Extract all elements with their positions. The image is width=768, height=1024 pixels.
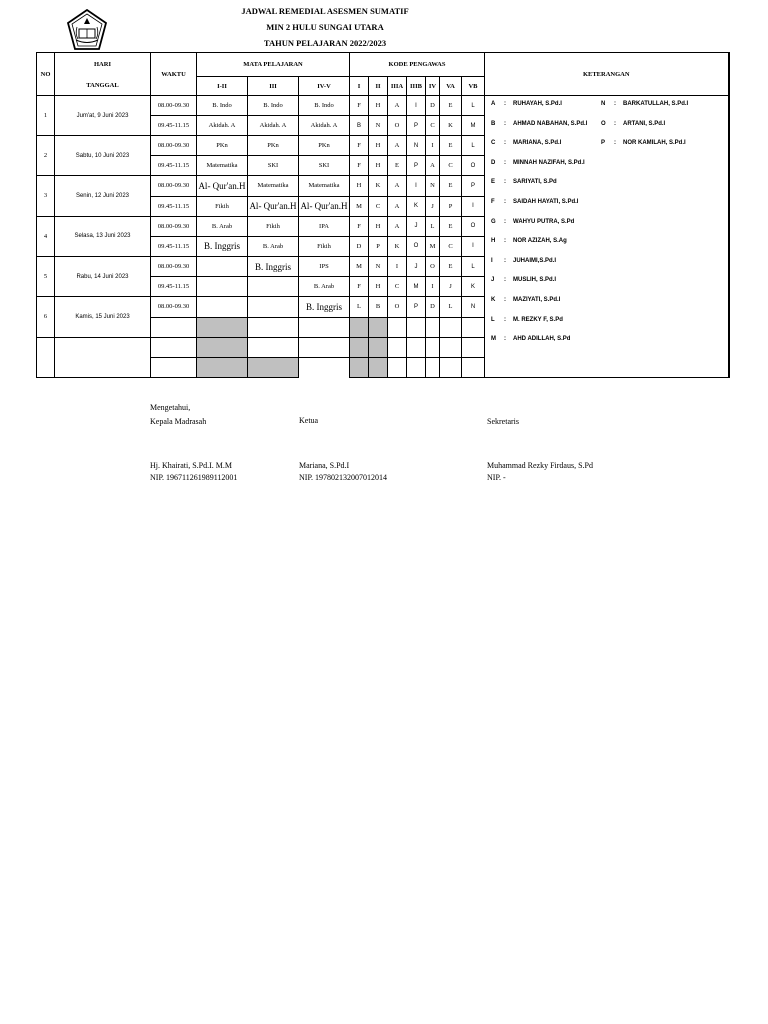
supervisor-code-cell: P — [440, 196, 462, 216]
supervisor-code-cell: J — [440, 277, 462, 297]
supervisor-code-cell: K — [440, 116, 462, 136]
empty-cell — [426, 358, 440, 378]
legend-name: SAIDAH HAYATI, S.Pd.I — [513, 199, 579, 205]
time-cell: 08.00-09.30 — [151, 176, 197, 196]
empty-cell — [197, 317, 248, 337]
col-header-code: VA — [440, 77, 462, 96]
day-date: Kamis, 15 Juni 2023 — [55, 297, 151, 337]
empty-cell — [299, 337, 350, 357]
supervisor-code-cell: N — [462, 297, 485, 317]
day-date: Jum'at, 9 Juni 2023 — [55, 96, 151, 136]
subject-cell: B. Inggris — [299, 297, 350, 317]
empty-cell — [55, 337, 151, 377]
subject-cell: Fikih — [248, 216, 299, 236]
empty-cell — [151, 337, 197, 357]
legend-colon: : — [614, 120, 616, 127]
legend-colon: : — [504, 179, 506, 186]
sig-sekretaris-nip: NIP. - — [487, 473, 506, 482]
schedule-table — [36, 52, 730, 378]
supervisor-code-cell: H — [369, 156, 388, 176]
subject-cell: B. Arab — [248, 236, 299, 256]
supervisor-code-cell: M — [462, 116, 485, 136]
empty-cell — [197, 358, 248, 378]
time-cell: 08.00-09.30 — [151, 256, 197, 276]
subject-cell — [197, 256, 248, 276]
table-row — [37, 96, 729, 116]
empty-cell — [407, 337, 426, 357]
subject-cell: SKI — [248, 156, 299, 176]
supervisor-code-cell: F — [350, 96, 369, 116]
time-cell: 09.45-11.15 — [151, 156, 197, 176]
subject-cell: Al- Qur'an.H — [248, 196, 299, 216]
subject-cell — [197, 277, 248, 297]
subject-cell: Matematika — [197, 156, 248, 176]
supervisor-code-cell: E — [440, 176, 462, 196]
legend-code: J — [491, 277, 495, 284]
empty-cell — [369, 317, 388, 337]
supervisor-code-cell: P — [462, 176, 485, 196]
supervisor-code-cell: K — [407, 196, 426, 216]
legend-colon: : — [504, 159, 506, 166]
time-cell: 08.00-09.30 — [151, 96, 197, 116]
legend-code: O — [601, 120, 606, 127]
empty-cell — [426, 337, 440, 357]
legend-code: K — [491, 297, 496, 303]
supervisor-code-cell: A — [388, 136, 407, 156]
legend-name: NOR KAMILAH, S.Pd.I — [623, 140, 686, 147]
subject-cell: B. Indo — [248, 96, 299, 116]
empty-cell — [462, 358, 485, 378]
empty-cell — [462, 317, 485, 337]
col-header-no: NO — [37, 53, 55, 96]
supervisor-code-cell: D — [426, 297, 440, 317]
legend-name: WAHYU PUTRA, S.Pd — [513, 218, 575, 225]
supervisor-code-cell: I — [426, 136, 440, 156]
legend-colon: : — [504, 257, 506, 264]
col-header-code: IIIB — [407, 77, 426, 96]
supervisor-code-cell: C — [388, 277, 407, 297]
empty-cell — [440, 358, 462, 378]
supervisor-code-cell: L — [462, 96, 485, 116]
supervisor-code-cell: I — [462, 236, 485, 256]
day-date: Sabtu, 10 Juni 2023 — [55, 136, 151, 176]
empty-cell — [440, 317, 462, 337]
legend-code: G — [491, 218, 496, 225]
subject-cell: Akidah. A — [248, 116, 299, 136]
supervisor-code-cell: A — [426, 156, 440, 176]
keterangan-legend — [485, 96, 729, 378]
subject-cell: SKI — [299, 156, 350, 176]
empty-cell — [350, 358, 369, 378]
supervisor-code-cell: O — [407, 236, 426, 256]
supervisor-code-cell: M — [350, 196, 369, 216]
legend-colon: : — [504, 277, 506, 284]
supervisor-code-cell: L — [426, 216, 440, 236]
col-header-code: IV — [426, 77, 440, 96]
legend-code: P — [601, 140, 606, 147]
col-header-waktu: WAKTU — [151, 53, 197, 96]
supervisor-code-cell: H — [350, 176, 369, 196]
legend-code: L — [491, 316, 495, 323]
supervisor-code-cell: F — [350, 216, 369, 236]
supervisor-code-cell: K — [462, 277, 485, 297]
legend-code: I — [491, 257, 493, 264]
legend-code: H — [491, 238, 496, 245]
empty-cell — [248, 358, 299, 378]
empty-cell — [388, 358, 407, 378]
col-header-code: I — [350, 77, 369, 96]
supervisor-code-cell: H — [369, 277, 388, 297]
col-header-kode-pengawas: KODE PENGAWAS — [350, 53, 485, 77]
empty-cell — [248, 317, 299, 337]
legend-name: ARTANI, S.Pd.I — [623, 120, 666, 127]
supervisor-code-cell: D — [350, 236, 369, 256]
legend-name: MAZIYATI, S.Pd.I — [513, 297, 561, 303]
supervisor-code-cell: A — [388, 196, 407, 216]
legend-code: D — [491, 159, 496, 166]
supervisor-code-cell: L — [462, 256, 485, 276]
day-number: 6 — [37, 297, 55, 337]
subject-cell — [197, 297, 248, 317]
sig-ketua-name: Mariana, S.Pd.I — [299, 461, 350, 470]
supervisor-code-cell: E — [388, 156, 407, 176]
supervisor-code-cell: O — [426, 256, 440, 276]
sig-kepala-name: Hj. Khairati, S.Pd.I. M.M — [150, 461, 232, 470]
supervisor-code-cell: K — [388, 236, 407, 256]
supervisor-code-cell: I — [426, 277, 440, 297]
legend-code: B — [491, 120, 496, 127]
time-cell: 09.45-11.15 — [151, 236, 197, 256]
doc-year: TAHUN PELAJARAN 2022/2023 — [263, 38, 387, 48]
time-cell: 09.45-11.15 — [151, 196, 197, 216]
empty-cell — [248, 337, 299, 357]
supervisor-code-cell: H — [369, 96, 388, 116]
day-number: 2 — [37, 136, 55, 176]
time-cell: 08.00-09.30 — [151, 136, 197, 156]
legend-name: AHD ADILLAH, S.Pd — [513, 336, 571, 343]
col-header-hari: HARI — [55, 53, 151, 77]
empty-cell — [369, 337, 388, 357]
supervisor-code-cell: L — [440, 297, 462, 317]
subject-cell: Al- Qur'an.H — [299, 196, 350, 216]
empty-cell — [407, 358, 426, 378]
legend-colon: : — [504, 218, 506, 225]
col-header-class: I-II — [197, 77, 248, 96]
subject-cell: B. Arab — [197, 216, 248, 236]
sig-ketua-nip: NIP. 197802132007012014 — [299, 473, 388, 482]
supervisor-code-cell: E — [440, 216, 462, 236]
supervisor-code-cell: N — [407, 136, 426, 156]
col-header-class: III — [248, 77, 299, 96]
empty-cell — [350, 317, 369, 337]
day-date: Senin, 12 Juni 2023 — [55, 176, 151, 216]
legend-name: SARIYATI, S.Pd — [513, 179, 557, 186]
supervisor-code-cell: F — [350, 277, 369, 297]
day-number: 1 — [37, 96, 55, 136]
sig-mengetahui: Mengetahui, — [150, 403, 191, 412]
day-date: Rabu, 14 Juni 2023 — [55, 256, 151, 296]
day-number: 4 — [37, 216, 55, 256]
legend-code: N — [601, 101, 606, 107]
supervisor-code-cell: F — [350, 156, 369, 176]
supervisor-code-cell: E — [440, 136, 462, 156]
subject-cell: Matematika — [299, 176, 350, 196]
col-header-code: II — [369, 77, 388, 96]
supervisor-code-cell: A — [388, 216, 407, 236]
subject-cell: PKn — [197, 136, 248, 156]
col-header-tanggal: TANGGAL — [55, 77, 151, 96]
legend-colon: : — [504, 336, 506, 343]
col-header-code: VB — [462, 77, 485, 96]
empty-cell — [299, 358, 350, 378]
col-header-keterangan: KETERANGAN — [485, 53, 729, 96]
legend-colon: : — [504, 140, 506, 147]
supervisor-code-cell: M — [426, 236, 440, 256]
empty-cell — [37, 337, 55, 377]
legend-colon: : — [614, 101, 616, 107]
legend-name: NOR AZIZAH, S.Ag — [513, 238, 567, 245]
supervisor-code-cell: B — [369, 297, 388, 317]
supervisor-code-cell: M — [350, 256, 369, 276]
subject-cell: Fikih — [299, 236, 350, 256]
supervisor-code-cell: J — [426, 196, 440, 216]
legend-code: C — [491, 140, 496, 147]
sig-kepala-title: Kepala Madrasah — [150, 417, 207, 426]
empty-cell — [299, 317, 350, 337]
sig-ketua-title: Ketua — [299, 416, 319, 425]
legend-name: JUHAIMI,S.Pd.I — [513, 257, 557, 264]
legend-colon: : — [504, 316, 506, 323]
supervisor-code-cell: E — [440, 256, 462, 276]
legend-colon: : — [504, 199, 506, 205]
empty-cell — [151, 358, 197, 378]
supervisor-code-cell: L — [350, 297, 369, 317]
subject-cell: B. Inggris — [197, 236, 248, 256]
empty-cell — [197, 337, 248, 357]
subject-cell: B. Inggris — [248, 256, 299, 276]
legend-colon: : — [504, 101, 506, 107]
sig-sekretaris-title: Sekretaris — [487, 417, 519, 426]
time-cell: 09.45-11.15 — [151, 116, 197, 136]
subject-cell: IPS — [299, 256, 350, 276]
kemenag-logo-icon — [66, 9, 108, 51]
supervisor-code-cell: L — [462, 136, 485, 156]
day-number: 5 — [37, 256, 55, 296]
day-number: 3 — [37, 176, 55, 216]
supervisor-code-cell: D — [426, 96, 440, 116]
supervisor-code-cell: O — [388, 116, 407, 136]
sig-kepala-nip: NIP. 196711261989112001 — [150, 473, 238, 482]
legend-name: MUSLIH, S.Pd.I — [513, 277, 557, 284]
empty-cell — [388, 317, 407, 337]
subject-cell: PKn — [299, 136, 350, 156]
time-cell: 09.45-11.15 — [151, 277, 197, 297]
supervisor-code-cell: P — [369, 236, 388, 256]
supervisor-code-cell: I — [407, 96, 426, 116]
supervisor-code-cell: P — [407, 156, 426, 176]
supervisor-code-cell: O — [388, 297, 407, 317]
supervisor-code-cell: F — [350, 136, 369, 156]
supervisor-code-cell: M — [407, 277, 426, 297]
empty-cell — [462, 337, 485, 357]
subject-cell: Akidah. A — [197, 116, 248, 136]
legend-name: AHMAD NABAHAN, S.Pd.I — [513, 120, 588, 127]
supervisor-code-cell: B — [350, 116, 369, 136]
legend-name: MARIANA, S.Pd.I — [513, 140, 562, 147]
supervisor-code-cell: K — [369, 176, 388, 196]
time-cell: 08.00-09.30 — [151, 297, 197, 317]
empty-cell — [407, 317, 426, 337]
supervisor-code-cell: I — [407, 176, 426, 196]
supervisor-code-cell: J — [407, 216, 426, 236]
subject-cell: B. Indo — [299, 96, 350, 116]
supervisor-code-cell: A — [388, 96, 407, 116]
supervisor-code-cell: C — [426, 116, 440, 136]
legend-code: M — [491, 336, 496, 343]
supervisor-code-cell: O — [462, 156, 485, 176]
subject-cell: Fikih — [197, 196, 248, 216]
time-cell: 08.00-09.30 — [151, 216, 197, 236]
legend-name: RUHAYAH, S.Pd.I — [513, 101, 562, 107]
supervisor-code-cell: O — [462, 216, 485, 236]
legend-colon: : — [614, 140, 616, 147]
col-header-mata-pelajaran: MATA PELAJARAN — [197, 53, 350, 77]
supervisor-code-cell: E — [440, 96, 462, 116]
subject-cell: B. Indo — [197, 96, 248, 116]
supervisor-code-cell: C — [440, 156, 462, 176]
subject-cell: Matematika — [248, 176, 299, 196]
empty-cell — [426, 317, 440, 337]
empty-cell — [388, 337, 407, 357]
legend-colon: : — [504, 120, 506, 127]
doc-title: JADWAL REMEDIAL ASESMEN SUMATIF — [241, 6, 409, 16]
sig-sekretaris-name: Muhammad Rezky Firdaus, S.Pd — [487, 461, 593, 470]
doc-institution: MIN 2 HULU SUNGAI UTARA — [266, 22, 384, 32]
legend-code: A — [491, 101, 496, 107]
supervisor-code-cell: I — [462, 196, 485, 216]
subject-cell — [248, 297, 299, 317]
supervisor-code-cell: P — [407, 297, 426, 317]
supervisor-code-cell: N — [369, 116, 388, 136]
subject-cell: Al- Qur'an.H — [197, 176, 248, 196]
supervisor-code-cell: C — [369, 196, 388, 216]
empty-cell — [369, 358, 388, 378]
supervisor-code-cell: P — [407, 116, 426, 136]
supervisor-code-cell: I — [388, 256, 407, 276]
supervisor-code-cell: C — [440, 236, 462, 256]
legend-colon: : — [504, 238, 506, 245]
legend-code: E — [491, 179, 496, 186]
subject-cell: PKn — [248, 136, 299, 156]
subject-cell: IPA — [299, 216, 350, 236]
supervisor-code-cell: H — [369, 216, 388, 236]
supervisor-code-cell: H — [369, 136, 388, 156]
subject-cell — [248, 277, 299, 297]
supervisor-code-cell: J — [407, 256, 426, 276]
day-date: Selasa, 13 Juni 2023 — [55, 216, 151, 256]
legend-name: BARKATULLAH, S.Pd.I — [623, 101, 689, 107]
legend-code: F — [491, 199, 495, 205]
legend-colon: : — [504, 297, 506, 303]
empty-cell — [151, 317, 197, 337]
empty-cell — [440, 337, 462, 357]
empty-cell — [350, 337, 369, 357]
col-header-code: IIIA — [388, 77, 407, 96]
legend-name: M. REZKY F, S.Pd — [513, 316, 563, 323]
supervisor-code-cell: N — [426, 176, 440, 196]
col-header-class: IV-V — [299, 77, 350, 96]
legend-name: MINNAH NAZIFAH, S.Pd.I — [513, 159, 585, 166]
supervisor-code-cell: N — [369, 256, 388, 276]
supervisor-code-cell: A — [388, 176, 407, 196]
subject-cell: B. Arab — [299, 277, 350, 297]
subject-cell: Akidah. A — [299, 116, 350, 136]
